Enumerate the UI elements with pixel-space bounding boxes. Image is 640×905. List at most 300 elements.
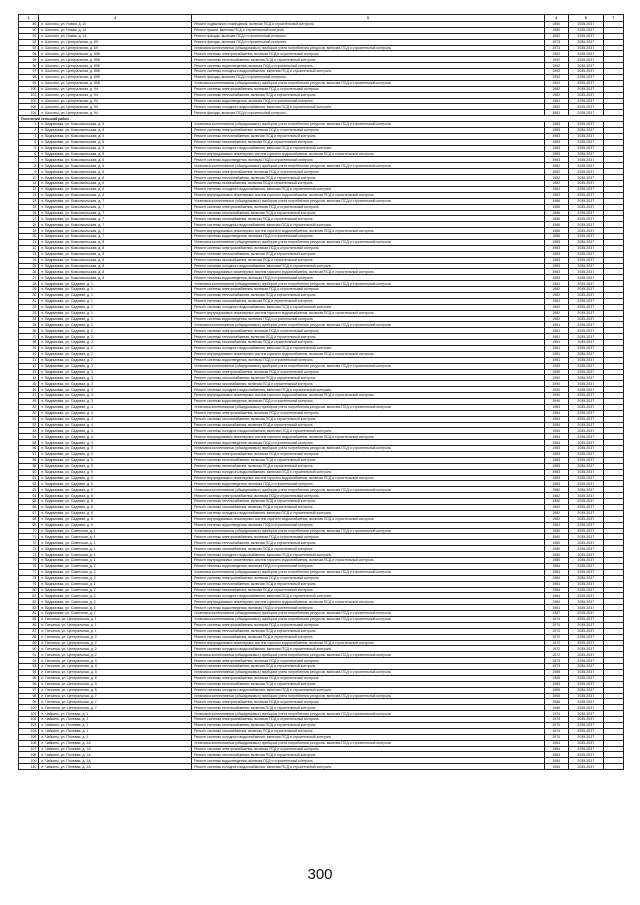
row-work-type: Установка коллективных (общедомовых) приборов учета потребления ресурсов, включая ПСД и строительный контроль	[192, 45, 544, 51]
row-number: 61	[19, 475, 39, 481]
row-period: 2035-2037	[568, 569, 603, 575]
row-year: 1981	[544, 345, 568, 351]
row-year: 1974	[544, 622, 568, 628]
row-address: п. Вадимовка, ул. Садовая, д. 4	[39, 422, 192, 428]
row-year: 1982	[544, 292, 568, 298]
row-work-type: Ремонт системы электроснабжения, включая ПСД и строительный контроль	[192, 86, 544, 92]
row-work-type: Ремонт системы водоотведения, включая ПСД и строительный контроль	[192, 63, 544, 69]
row-number: 20	[19, 234, 39, 240]
row-period: 2035-2037	[568, 269, 603, 275]
row-period: 2035-2037	[568, 122, 603, 128]
row-year: 1982	[544, 287, 568, 293]
row-period: 2035-2037	[568, 75, 603, 81]
row-work-type: Ремонт системы газоснабжения, включая ПСД и строительный контроль	[192, 139, 544, 145]
row-number: 34	[19, 316, 39, 322]
row-address: п. Шолоны, ул. Центральная, д. 89	[39, 45, 192, 51]
row-work-type: Ремонт внутридомовых инженерных систем горячего водоснабжения, включая ПСД и строительный контроль	[192, 475, 544, 481]
row-year: 1973	[544, 45, 568, 51]
row-work-type: Ремонт системы холодного водоснабжения, включая ПСД и строительный контроль	[192, 646, 544, 652]
row-number: 79	[19, 581, 39, 587]
row-work-type: Ремонт системы электроснабжения, включая ПСД и строительный контроль	[192, 452, 544, 458]
row-work-type: Установка коллективных (общедомовых) приборов учета потребления ресурсов, включая ПСД и строительный контроль	[192, 404, 544, 410]
row-address: п. Вадимовка, ул. Комсомольская, д. 6	[39, 186, 192, 192]
row-work-type: Ремонт системы холодного водоснабжения, включая ПСД и строительный контроль	[192, 469, 544, 475]
row-work-type: Ремонт системы газоснабжения, включая ПСД и строительный контроль	[192, 587, 544, 593]
row-period: 2035-2037	[568, 534, 603, 540]
row-address: п. Вадимовка, ул. Советская, д. 2	[39, 593, 192, 599]
row-address: п. Гатчинка, ул. Центральная, д. 3	[39, 658, 192, 664]
row-work-type: Ремонт системы теплоснабжения, включая ПСД и строительный контроль	[192, 581, 544, 587]
row-work-type: Ремонт внутридомовых инженерных систем горячего водоснабжения, включая ПСД и строительный контроль	[192, 310, 544, 316]
row-period: 2035-2037	[568, 281, 603, 287]
row-address: п. Вадимовка, ул. Комсомольская, д. 7	[39, 228, 192, 234]
row-number: 16	[19, 210, 39, 216]
row-year: 1982	[544, 304, 568, 310]
row-number: 15	[19, 204, 39, 210]
row-number: 62	[19, 481, 39, 487]
row-address: п. Вадимовка, ул. Садовая, д. 1	[39, 310, 192, 316]
row-number: 104	[19, 728, 39, 734]
row-work-type: Ремонт системы газоснабжения, включая ПСД и строительный контроль	[192, 634, 544, 640]
row-period: 2035-2037	[568, 493, 603, 499]
row-year: 1984	[544, 569, 568, 575]
row-work-type: Ремонт системы холодного водоснабжения, включая ПСД и строительный контроль	[192, 186, 544, 192]
row-period: 2035-2037	[568, 310, 603, 316]
row-year: 1982	[544, 86, 568, 92]
row-period: 2035-2037	[568, 622, 603, 628]
row-number: 96	[19, 63, 39, 69]
row-year: 1982	[544, 186, 568, 192]
page-number: 300	[307, 866, 333, 883]
row-period: 2035-2037	[568, 351, 603, 357]
row-work-type: Ремонт системы теплоснабжения, включая ПСД и строительный контроль	[192, 628, 544, 634]
row-address: п. Вадимовка, ул. Советская, д. 1	[39, 540, 192, 546]
row-period: 2035-2037	[568, 422, 603, 428]
row-work-type: Ремонт системы холодного водоснабжения, включая ПСД и строительный контроль	[192, 304, 544, 310]
row-year: 1974	[544, 728, 568, 734]
row-number: 39	[19, 345, 39, 351]
row-year: 1984	[544, 434, 568, 440]
row-address: п. Вадимовка, ул. Садовая, д. 1	[39, 316, 192, 322]
row-address: п. Шолоны, ул. Центральная, д. 89Б	[39, 75, 192, 81]
row-work-type: Ремонт системы водоотведения, включая ПСД и строительный контроль	[192, 357, 544, 363]
row-extra	[603, 764, 623, 770]
row-number: 31	[19, 298, 39, 304]
row-work-type: Ремонт системы холодного водоснабжения, включая ПСД и строительный контроль	[192, 263, 544, 269]
row-work-type: Ремонт системы водоотведения, включая ПСД и строительный контроль	[192, 157, 544, 163]
row-number: 9	[19, 169, 39, 175]
row-number: 76	[19, 563, 39, 569]
row-address: п. Вадимовка, ул. Комсомольская, д. 8	[39, 269, 192, 275]
row-address: п. Вадимовка, ул. Комсомольская, д. 6	[39, 163, 192, 169]
row-year: 1983	[544, 122, 568, 128]
row-address: п. Гатчинка, ул. Центральная, д. 3	[39, 664, 192, 670]
row-year: 1982	[544, 516, 568, 522]
row-work-type: Ремонт системы теплоснабжения, включая ПСД и строительный контроль	[192, 540, 544, 546]
row-year: 1987	[544, 611, 568, 617]
row-work-type: Ремонт системы водоотведения, включая ПСД и строительный контроль	[192, 316, 544, 322]
row-work-type: Установка коллективных (общедомовых) приборов учета потребления ресурсов, включая ПСД и строительный контроль	[192, 528, 544, 534]
row-address: п. Гатчинка, ул. Центральная, д. 7	[39, 705, 192, 711]
row-year: 1982	[544, 169, 568, 175]
row-address: п. Вадимовка, ул. Садовая, д. 4	[39, 410, 192, 416]
row-address: п. Вадимовка, ул. Советская, д. 1	[39, 534, 192, 540]
row-address: п. Шолоны, ул. Центральная, д. 94	[39, 92, 192, 98]
row-address: п. Вадимовка, ул. Садовая, д. 6	[39, 505, 192, 511]
row-number: 92	[19, 658, 39, 664]
row-number: 98	[19, 75, 39, 81]
row-number: 108	[19, 752, 39, 758]
row-work-type: Ремонт системы электроснабжения, включая ПСД и строительный контроль	[192, 493, 544, 499]
row-period: 2035-2037	[568, 587, 603, 593]
row-number: 2	[19, 128, 39, 134]
row-period: 2035-2037	[568, 275, 603, 281]
row-year: 1983	[544, 257, 568, 263]
row-address: п. Вадимовка, ул. Садовая, д. 2	[39, 351, 192, 357]
section-title: Поселений сельский район	[19, 116, 624, 122]
row-work-type: Ремонт системы электроснабжения, включая ПСД и строительный контроль	[192, 410, 544, 416]
row-year: 1982	[544, 487, 568, 493]
row-number: 1	[19, 122, 39, 128]
row-number: 47	[19, 393, 39, 399]
row-year: 1984	[544, 605, 568, 611]
row-number: 44	[19, 375, 39, 381]
row-number: 67	[19, 510, 39, 516]
row-year: 1965	[544, 675, 568, 681]
row-address: п. Вадимовка, ул. Комсомольская, д. 5	[39, 128, 192, 134]
row-address: п. Вадимовка, ул. Комсомольская, д. 7	[39, 210, 192, 216]
row-period: 2035-2037	[568, 128, 603, 134]
row-address: п. Чайкино, ул. Полевая, д. 1	[39, 734, 192, 740]
row-year: 1973	[544, 664, 568, 670]
row-address: п. Вадимовка, ул. Советская, д. 2	[39, 581, 192, 587]
row-work-type: Ремонт системы водоотведения, включая ПСД и строительный контроль	[192, 563, 544, 569]
row-period: 2035-2037	[568, 51, 603, 57]
row-number: 51	[19, 416, 39, 422]
row-number: 81	[19, 593, 39, 599]
row-year: 1992	[544, 80, 568, 86]
row-work-type: Установка коллективных (общедомовых) приборов учета потребления ресурсов, включая ПСД и строительный контроль	[192, 363, 544, 369]
row-period: 2035-2037	[568, 86, 603, 92]
row-address: п. Вадимовка, ул. Комсомольская, д. 7	[39, 234, 192, 240]
row-period: 2035-2037	[568, 204, 603, 210]
row-period: 2035-2037	[568, 345, 603, 351]
row-number: 96	[19, 681, 39, 687]
row-work-type: Ремонт системы водоотведения, включая ПСД и строительный контроль	[192, 275, 544, 281]
row-number: 3	[19, 133, 39, 139]
row-work-type: Ремонт системы газоснабжения, включая ПСД и строительный контроль	[192, 381, 544, 387]
row-work-type: Ремонт системы газоснабжения, включая ПСД и строительный контроль	[192, 257, 544, 263]
row-address: п. Вадимовка, ул. Садовая, д. 5	[39, 452, 192, 458]
row-year: 1973	[544, 39, 568, 45]
row-year: 1974	[544, 616, 568, 622]
row-number: 25	[19, 263, 39, 269]
row-year: 1974	[544, 722, 568, 728]
row-year: 1992	[544, 63, 568, 69]
row-address: п. Вадимовка, ул. Садовая, д. 6	[39, 499, 192, 505]
row-number: 89	[19, 22, 39, 28]
row-address: п. Вадимовка, ул. Советская, д. 2	[39, 575, 192, 581]
row-period: 2035-2037	[568, 628, 603, 634]
row-period: 2035-2037	[568, 292, 603, 298]
row-work-type: Ремонт системы теплоснабжения, включая ПСД и строительный контроль	[192, 292, 544, 298]
row-address: п. Вадимовка, ул. Советская, д. 7	[39, 611, 192, 617]
row-address: п. Вадимовка, ул. Садовая, д. 4	[39, 416, 192, 422]
row-period: 2035-2037	[568, 687, 603, 693]
row-work-type: Ремонт системы электроснабжения, включая ПСД и строительный контроль	[192, 658, 544, 664]
row-period: 2035-2037	[568, 298, 603, 304]
row-period: 2035-2037	[568, 192, 603, 198]
row-period: 2035-2037	[568, 664, 603, 670]
row-work-type: Установка коллективных (общедомовых) приборов учета потребления ресурсов, включая ПСД и строительный контроль	[192, 198, 544, 204]
row-period: 2035-2037	[568, 616, 603, 622]
row-year: 1974	[544, 628, 568, 634]
row-work-type: Ремонт системы водоотведения, включая ПСД и строительный контроль	[192, 399, 544, 405]
row-year: 1986	[544, 228, 568, 234]
row-number: 18	[19, 222, 39, 228]
row-year: 1981	[544, 351, 568, 357]
row-year: 1984	[544, 758, 568, 764]
row-work-type: Ремонт системы водоотведения, включая ПСД и строительный контроль	[192, 605, 544, 611]
row-number: 105	[19, 734, 39, 740]
row-year: 1966	[544, 705, 568, 711]
row-number: 48	[19, 399, 39, 405]
row-number: 102	[19, 717, 39, 723]
row-period: 2035-2037	[568, 558, 603, 564]
row-year: 1980	[544, 27, 568, 33]
row-year: 1990	[544, 363, 568, 369]
row-address: п. Шолоны, ул. Центральная, д. 89Б	[39, 57, 192, 63]
row-address: п. Шолоны, ул. Центральная, д. 89	[39, 39, 192, 45]
row-address: п. Гатчинка, ул. Центральная, д. 2	[39, 634, 192, 640]
row-period: 2035-2037	[568, 752, 603, 758]
row-number: 21	[19, 239, 39, 245]
row-work-type: Ремонт системы холодного водоснабжения, включая ПСД и строительный контроль	[192, 687, 544, 693]
row-work-type: Ремонт системы водоотведения, включая ПСД и строительный контроль	[192, 758, 544, 764]
row-address: п. Шолоны, ул. Центральная, д. 89Б	[39, 69, 192, 75]
row-period: 2035-2037	[568, 581, 603, 587]
row-year: 1972	[544, 640, 568, 646]
row-period: 2035-2037	[568, 740, 603, 746]
row-period: 2035-2037	[568, 328, 603, 334]
row-year: 1982	[544, 493, 568, 499]
row-number: 53	[19, 428, 39, 434]
row-work-type: Ремонт системы электроснабжения, включая ПСД и строительный контроль	[192, 699, 544, 705]
row-number: 65	[19, 499, 39, 505]
row-number: 78	[19, 575, 39, 581]
row-period: 2035-2037	[568, 469, 603, 475]
row-year: 1990	[544, 387, 568, 393]
row-number: 43	[19, 369, 39, 375]
row-work-type: Ремонт системы электроснабжения, включая ПСД и строительный контроль	[192, 169, 544, 175]
row-address: п. Гатчинка, ул. Центральная, д. 1	[39, 616, 192, 622]
row-period: 2035-2037	[568, 139, 603, 145]
row-year: 1982	[544, 505, 568, 511]
row-period: 2035-2037	[568, 528, 603, 534]
row-work-type: Ремонт внутридомовых инженерных систем горячего водоснабжения, включая ПСД и строительный контроль	[192, 558, 544, 564]
row-work-type: Ремонт системы теплоснабжения, включая ПСД и строительный контроль	[192, 210, 544, 216]
row-number: 6	[19, 151, 39, 157]
row-number: 36	[19, 328, 39, 334]
row-work-type: Ремонт внутридомовых инженерных систем горячего водоснабжения, включая ПСД и строительный контроль	[192, 599, 544, 605]
row-number: 90	[19, 27, 39, 33]
row-number: 24	[19, 257, 39, 263]
row-year: 1984	[544, 422, 568, 428]
row-period: 2035-2037	[568, 510, 603, 516]
row-year: 1984	[544, 563, 568, 569]
row-address: п. Шолоны, ул. Новая, д. 14	[39, 33, 192, 39]
row-work-type: Ремонт системы газоснабжения, включая ПСД и строительный контроль	[192, 422, 544, 428]
row-work-type: Установка коллективных (общедомовых) приборов учета потребления ресурсов, включая ПСД и строительный контроль	[192, 711, 544, 717]
row-period: 2035-2037	[568, 487, 603, 493]
row-work-type: Ремонт системы газоснабжения, включая ПСД и строительный контроль	[192, 340, 544, 346]
row-year: 1983	[544, 128, 568, 134]
table-row	[19, 764, 624, 770]
row-number: 103	[19, 104, 39, 110]
row-year: 1982	[544, 33, 568, 39]
row-year: 1986	[544, 222, 568, 228]
row-number: 68	[19, 516, 39, 522]
row-work-type: Ремонт внутридомовых инженерных систем горячего водоснабжения, включая ПСД и строительный контроль	[192, 228, 544, 234]
row-period: 2035-2037	[568, 399, 603, 405]
row-work-type: Ремонт системы газоснабжения, включая ПСД и строительный контроль	[192, 298, 544, 304]
row-year: 1982	[544, 316, 568, 322]
row-address: п. Вадимовка, ул. Садовая, д. 5	[39, 481, 192, 487]
row-year: 1981	[544, 322, 568, 328]
row-work-type: Ремонт системы холодного водоснабжения, включая ПСД и строительный контроль	[192, 145, 544, 151]
row-year: 1984	[544, 740, 568, 746]
row-work-type: Ремонт системы электроснабжения, включая ПСД и строительный контроль	[192, 622, 544, 628]
row-year: 1984	[544, 593, 568, 599]
row-address: п. Вадимовка, ул. Садовая, д. 3	[39, 381, 192, 387]
header-col-3: 3	[192, 15, 544, 22]
row-period: 2035-2037	[568, 575, 603, 581]
row-number: 72	[19, 540, 39, 546]
row-address: п. Вадимовка, ул. Садовая, д. 3	[39, 387, 192, 393]
row-number: 4	[19, 139, 39, 145]
row-period: 2035-2037	[568, 452, 603, 458]
row-year: 1982	[544, 98, 568, 104]
row-address: п. Шолоны, ул. Центральная, д. 94	[39, 104, 192, 110]
row-address: п. Вадимовка, ул. Комсомольская, д. 6	[39, 175, 192, 181]
row-number: 32	[19, 304, 39, 310]
row-year: 1972	[544, 634, 568, 640]
row-number: 91	[19, 652, 39, 658]
row-address: п. Шолоны, ул. Центральная, д. 94	[39, 98, 192, 104]
row-period: 2035-2037	[568, 652, 603, 658]
row-number: 52	[19, 422, 39, 428]
row-number: 106	[19, 740, 39, 746]
row-work-type: Установка коллективных (общедомовых) приборов учета потребления ресурсов, включая ПСД и строительный контроль	[192, 281, 544, 287]
row-period: 2035-2037	[568, 758, 603, 764]
row-work-type: Установка коллективных (общедомовых) приборов учета потребления ресурсов, включая ПСД и строительный контроль	[192, 616, 544, 622]
row-period: 2035-2037	[568, 27, 603, 33]
row-address: п. Чайкино, ул. Полевая, д. 1А	[39, 758, 192, 764]
row-address: п. Вадимовка, ул. Садовая, д. 1	[39, 292, 192, 298]
row-period: 2035-2037	[568, 505, 603, 511]
row-work-type: Ремонт крыши, включая ПСД и строительный контроль	[192, 27, 544, 33]
row-year: 1974	[544, 711, 568, 717]
row-period: 2035-2037	[568, 92, 603, 98]
row-address: п. Вадимовка, ул. Садовая, д. 2	[39, 322, 192, 328]
row-address: п. Вадимовка, ул. Садовая, д. 1	[39, 304, 192, 310]
row-year: 1972	[544, 646, 568, 652]
row-period: 2035-2037	[568, 646, 603, 652]
row-period: 2035-2037	[568, 434, 603, 440]
row-address: п. Вадимовка, ул. Садовая, д. 5	[39, 463, 192, 469]
row-address: п. Вадимовка, ул. Садовая, д. 5	[39, 457, 192, 463]
row-period: 2035-2037	[568, 245, 603, 251]
row-address: п. Шолоны, ул. Новая, д. 10	[39, 22, 192, 28]
row-address: п. Гатчинка, ул. Центральная, д. 1	[39, 628, 192, 634]
row-address: п. Вадимовка, ул. Комсомольская, д. 8	[39, 275, 192, 281]
row-address: п. Гатчинка, ул. Центральная, д. 5	[39, 681, 192, 687]
row-number: 100	[19, 86, 39, 92]
row-address: п. Гатчинка, ул. Центральная, д. 2	[39, 646, 192, 652]
row-number: 30	[19, 292, 39, 298]
row-year: 1983	[544, 475, 568, 481]
row-period: 2035-2037	[568, 222, 603, 228]
row-address: п. Гатчинка, ул. Центральная, д. 5	[39, 687, 192, 693]
row-period: 2035-2037	[568, 446, 603, 452]
row-address: п. Вадимовка, ул. Садовая, д. 4	[39, 428, 192, 434]
row-number: 45	[19, 381, 39, 387]
row-number: 64	[19, 493, 39, 499]
row-address: п. Вадимовка, ул. Садовая, д. 5	[39, 469, 192, 475]
row-address: п. Шолоны, ул. Центральная, д. 89Б	[39, 51, 192, 57]
row-year: 1983	[544, 457, 568, 463]
row-year: 1983	[544, 133, 568, 139]
row-year: 1982	[544, 298, 568, 304]
row-number: 104	[19, 110, 39, 116]
row-year: 1982	[544, 163, 568, 169]
row-number: 12	[19, 186, 39, 192]
row-period: 2035-2037	[568, 304, 603, 310]
row-period: 2035-2037	[568, 369, 603, 375]
row-address: п. Вадимовка, ул. Комсомольская, д. 8	[39, 251, 192, 257]
row-number: 8	[19, 163, 39, 169]
row-year: 1982	[544, 522, 568, 528]
row-year: 1990	[544, 393, 568, 399]
row-number: 66	[19, 505, 39, 511]
header-col-4: 4	[544, 15, 568, 22]
row-year: 1984	[544, 416, 568, 422]
row-number: 110	[19, 764, 39, 770]
row-address: п. Вадимовка, ул. Советская, д. 1	[39, 558, 192, 564]
row-address: п. Вадимовка, ул. Садовая, д. 3	[39, 393, 192, 399]
row-period: 2035-2037	[568, 546, 603, 552]
row-year: 1981	[544, 328, 568, 334]
row-period: 2035-2037	[568, 516, 603, 522]
row-period: 2035-2037	[568, 599, 603, 605]
row-year: 1983	[544, 446, 568, 452]
row-period: 2035-2037	[568, 728, 603, 734]
row-work-type: Ремонт внутридомовых инженерных систем горячего водоснабжения, включая ПСД и строительный контроль	[192, 393, 544, 399]
row-work-type: Ремонт системы теплоснабжения, включая ПСД и строительный контроль	[192, 57, 544, 63]
row-period: 2035-2037	[568, 33, 603, 39]
row-address: п. Чайкино, ул. Полевая, д. 1	[39, 722, 192, 728]
row-address: п. Чайкино, ул. Полевая, д. 1А	[39, 752, 192, 758]
row-number: 100	[19, 705, 39, 711]
row-number: 41	[19, 357, 39, 363]
row-number: 87	[19, 628, 39, 634]
row-number: 97	[19, 687, 39, 693]
row-work-type: Ремонт внутридомовых инженерных систем горячего водоснабжения, включая ПСД и строительный контроль	[192, 269, 544, 275]
row-work-type: Ремонт системы электроснабжения, включая ПСД и строительный контроль	[192, 51, 544, 57]
row-work-type: Ремонт внутридомовых инженерных систем горячего водоснабжения, включая ПСД и строительный контроль	[192, 516, 544, 522]
row-year: 1984	[544, 764, 568, 770]
row-year: 1981	[544, 340, 568, 346]
